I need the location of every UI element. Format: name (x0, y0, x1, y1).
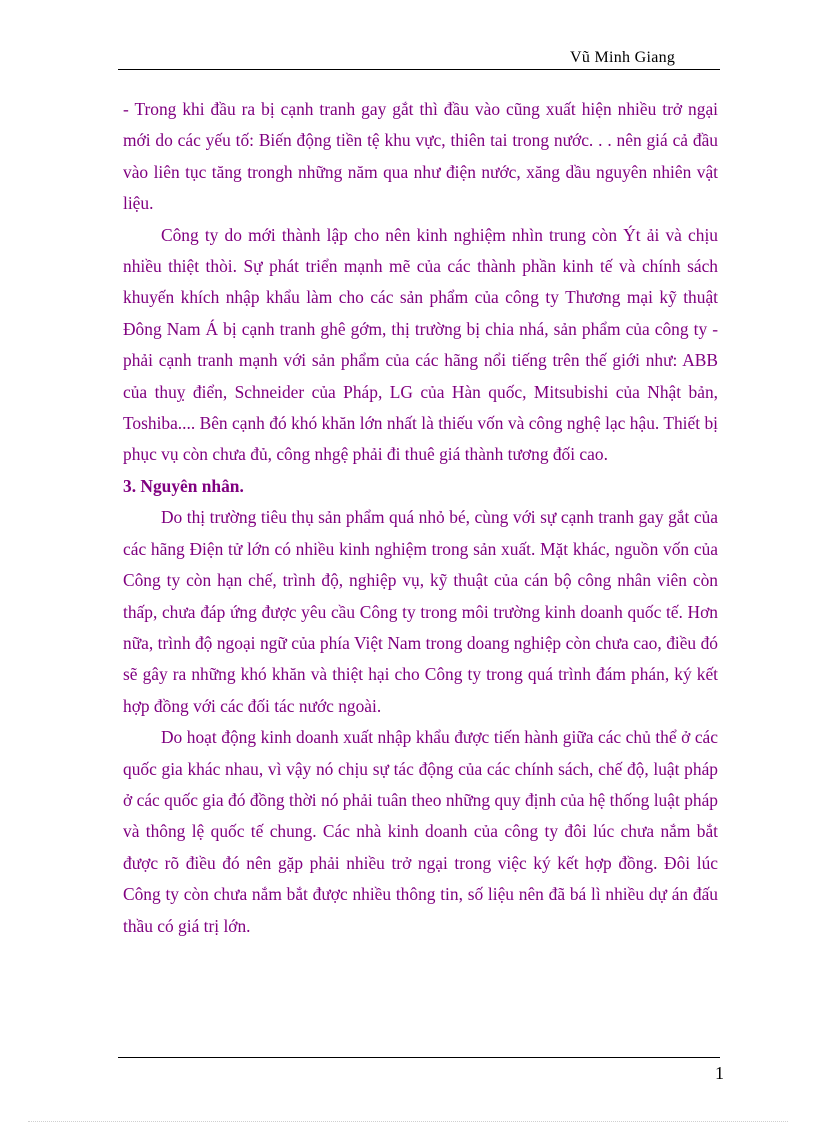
section-heading-causes: 3. Nguyên nhân. (123, 475, 244, 496)
page-number: 1 (715, 1063, 724, 1083)
paragraph-input-costs: - Trong khi đầu ra bị cạnh tranh gay gắt thì đầu vào cũng xuất hiện nhiều trở ngại mới do các yếu tố: Biến động tiền tệ khu vực, thiên tai trong nước. . . nên giá cả đầu vào liên tục tăng trongh những năm qua như điện nước, xăng dầu nguyên nhiên vật liệu. (123, 99, 718, 214)
header-author: Vũ Minh Giang (570, 49, 676, 66)
page-edge-divider (28, 1121, 788, 1122)
paragraph-causes-legal: Do hoạt động kinh doanh xuất nhập khẩu được tiến hành giữa các chủ thể ở các quốc gia khác nhau, vì vậy nó chịu sự tác động của các chính sách, chế độ, luật pháp ở các quốc gia đó đồng thời nó phải tuân theo những quy định của hệ thống luật pháp và thông lệ quốc tế chung. Các nhà kinh doanh của công ty đôi lúc chưa nắm bắt được rõ điều đó nên gặp phải nhiều trở ngại trong việc ký kết hợp đồng. Đôi lúc Công ty còn chưa nắm bắt được nhiều thông tin, số liệu nên đã bá lì nhiều dự án đấu thầu có giá trị lớn. (123, 727, 718, 936)
header-rule (118, 69, 720, 70)
footer-rule (118, 1057, 720, 1058)
paragraph-company-difficulties: Công ty do mới thành lập cho nên kinh nghiệm nhìn trung còn Ýt ải và chịu nhiều thiệt thòi. Sự phát triển mạnh mẽ của các thành phần kinh tế và chính sách khuyến khích nhập khẩu làm cho các sản phẩm của công ty Thương mại kỹ thuật Đông Nam Á bị cạnh tranh ghê gớm, thị trường bị chia nhá, sản phẩm của công ty - phải cạnh tranh mạnh với sản phẩm của các hãng nổi tiếng trên thế giới như: ABB của thuỵ điển, Schneider của Pháp, LG của Hàn quốc, Mitsubishi của Nhật bản, Toshiba.... Bên cạnh đó khó khăn lớn nhất là thiếu vốn và công nghệ lạc hậu. Thiết bị phục vụ còn chưa đủ, công nhgệ phải đi thuê giá thành tương đối cao. (123, 224, 718, 465)
paragraph-causes-market: Do thị trường tiêu thụ sản phẩm quá nhỏ bé, cùng với sự cạnh tranh gay gắt của các hãng Điện tử lớn có nhiều kinh nghiệm trong sản xuất. Mặt khác, nguồn vốn của Công ty còn hạn chế, trình độ, nghiệp vụ, kỹ thuật của cán bộ công nhân viên còn thấp, chưa đáp ứng được yêu cầu Công ty trong môi trường kinh doanh quốc tế. Hơn nữa, trình độ ngoại ngữ của phía Việt Nam trong doang nghiệp còn chưa cao, điều đó sẽ gây ra những khó khăn và thiệt hại cho Công ty trong quá trình đám phán, ký kết hợp đồng với các đối tác nước ngoài. (123, 507, 718, 716)
document-body (123, 94, 718, 942)
